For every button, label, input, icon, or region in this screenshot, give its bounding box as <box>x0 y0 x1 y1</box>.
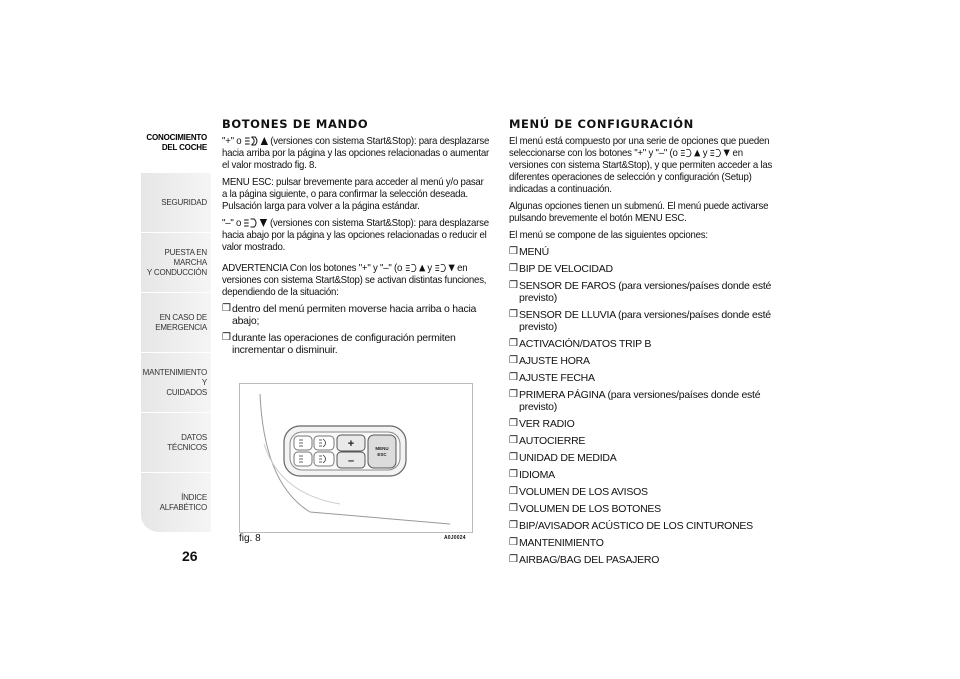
list-item <box>509 372 784 384</box>
paragraph-submenu: Algunas opciones tienen un submenú. El menú puede activarse pulsando brevemente el botón MENU ESC. <box>509 200 769 224</box>
list-item <box>509 263 784 275</box>
list-item-text: AJUSTE HORA <box>519 355 590 367</box>
checkbox-bullet-icon: ❒ <box>509 537 518 548</box>
section-title-menu: MENÚ DE CONFIGURACIÓN <box>509 117 694 131</box>
list-item-text: VER RADIO <box>519 418 575 430</box>
tab-puesta-en-marcha[interactable] <box>141 233 211 293</box>
checkbox-bullet-icon: ❒ <box>509 452 518 463</box>
list-item-text: SENSOR DE FAROS (para versiones/países donde esté previsto) <box>519 280 772 304</box>
tab-seguridad[interactable] <box>141 173 211 233</box>
checkbox-bullet-icon: ❒ <box>509 520 518 531</box>
list-item-text: UNIDAD DE MEDIDA <box>519 452 617 464</box>
checkbox-bullet-icon: ❒ <box>509 435 518 446</box>
minus-button-label: – <box>347 455 355 467</box>
headlight-down-icon <box>434 263 454 273</box>
list-item <box>509 503 784 515</box>
tab-label: DATOS TÉCNICOS <box>167 432 207 452</box>
list-item-text: PRIMERA PÁGINA (para versiones/países donde esté previsto) <box>519 389 761 413</box>
tab-label: SEGURIDAD <box>161 197 207 207</box>
list-item-text: BIP DE VELOCIDAD <box>519 263 613 275</box>
checkbox-bullet-icon: ❒ <box>509 309 518 320</box>
tab-label: ÍNDICE ALFABÉTICO <box>159 492 207 512</box>
tab-en-caso-de-emergencia[interactable] <box>141 293 211 353</box>
text: (versiones con sistema Start&Stop): para desplazarse hacia arriba por la página y las opciones relacionadas o aumentar el valor mostrado fig. 8. <box>222 135 490 171</box>
checkbox-bullet-icon: ❒ <box>222 303 231 314</box>
list-item <box>509 469 784 481</box>
plus-button-label: + <box>347 438 355 450</box>
headlight-up-icon <box>244 136 268 146</box>
headlight-down-icon <box>710 148 730 158</box>
list-item-text: IDIOMA <box>519 469 555 481</box>
list-item-text: dentro del menú permiten moverse hacia arriba o hacia abajo; <box>232 303 477 327</box>
text: El menú está compuesto por una serie de opciones que pueden seleccionarse con los botones "+" y "–" (o <box>509 135 770 159</box>
tab-conocimiento-del-coche[interactable] <box>141 113 211 173</box>
list-item-text: SENSOR DE LLUVIA (para versiones/países donde esté previsto) <box>519 309 771 333</box>
list-item-text: VOLUMEN DE LOS BOTONES <box>519 503 661 515</box>
list-item-text: AIRBAG/BAG DEL PASAJERO <box>519 554 660 566</box>
right-column <box>509 118 784 571</box>
list-item <box>509 520 784 532</box>
text: y <box>424 262 435 274</box>
list-item <box>509 309 784 333</box>
section-title-botones: BOTONES DE MANDO <box>222 117 369 131</box>
list-item <box>222 332 492 356</box>
list-item <box>509 554 784 566</box>
list-item-text: ACTIVACIÓN/DATOS TRIP B <box>519 338 652 350</box>
list-item <box>509 435 784 447</box>
list-item-text: AJUSTE FECHA <box>519 372 595 384</box>
list-item <box>509 246 784 258</box>
checkbox-bullet-icon: ❒ <box>509 263 518 274</box>
list-item-text: AUTOCIERRE <box>519 435 586 447</box>
headlight-down-icon <box>244 218 268 228</box>
headlight-up-icon <box>680 148 700 158</box>
figure-steering-controls <box>239 383 473 533</box>
paragraph-options-intro: El menú se compone de las siguientes opciones: <box>509 229 708 241</box>
menu-esc-label-2: ESC <box>377 452 387 457</box>
paragraph-menu-esc: MENU ESC: pulsar brevemente para acceder al menú y/o pasar a la página siguiente, o para confirmar la selección deseada. Pulsación larga para volver a la página estándar. <box>222 176 484 212</box>
checkbox-bullet-icon: ❒ <box>509 503 518 514</box>
checkbox-bullet-icon: ❒ <box>509 338 518 349</box>
chapter-sidebar <box>141 113 211 533</box>
checkbox-bullet-icon: ❒ <box>509 418 518 429</box>
text: y <box>700 147 710 159</box>
checkbox-bullet-icon: ❒ <box>509 246 518 257</box>
menu-esc-label: MENU <box>375 446 389 451</box>
text: ADVERTENCIA Con los botones "+" y "–" (o <box>222 262 405 274</box>
checkbox-bullet-icon: ❒ <box>509 469 518 480</box>
paragraph-minus <box>222 217 490 253</box>
tab-label: PUESTA EN MARCHA Y CONDUCCIÓN <box>146 247 207 277</box>
list-item <box>509 280 784 304</box>
list-item <box>509 486 784 498</box>
text: en versiones con sistema Start&Stop) se activan distintas funciones, dependiendo de la situación: <box>222 262 487 298</box>
list-item <box>509 338 784 350</box>
paragraph-menu-intro <box>509 135 782 195</box>
page-number: 26 <box>182 548 198 564</box>
checkbox-bullet-icon: ❒ <box>509 372 518 383</box>
tab-mantenimiento[interactable] <box>141 353 211 413</box>
headlight-up-icon <box>405 263 425 273</box>
list-item-text: MENÚ <box>519 246 549 258</box>
checkbox-bullet-icon: ❒ <box>509 554 518 565</box>
tab-label: EN CASO DE EMERGENCIA <box>155 312 207 332</box>
checkbox-bullet-icon: ❒ <box>509 355 518 366</box>
list-item <box>509 355 784 367</box>
list-item-text: VOLUMEN DE LOS AVISOS <box>519 486 648 498</box>
left-column <box>222 118 492 361</box>
checkbox-bullet-icon: ❒ <box>509 486 518 497</box>
text: (versiones con sistema Start&Stop): para desplazarse hacia abajo por la página y las opciones relacionadas o reducir el valor mostrado. <box>222 217 489 253</box>
text: "+" o <box>222 135 244 147</box>
list-item-text: MANTENIMIENTO <box>519 537 604 549</box>
paragraph-plus <box>222 135 490 171</box>
tab-label: CONOCIMIENTO DEL COCHE <box>146 132 207 152</box>
list-item <box>509 418 784 430</box>
figure-code: A0J0024 <box>444 535 466 541</box>
checkbox-bullet-icon: ❒ <box>509 389 518 400</box>
list-item-text: durante las operaciones de configuración permiten incrementar o disminuir. <box>232 332 456 356</box>
list-item <box>509 389 784 413</box>
figure-caption: fig. 8 <box>239 533 261 544</box>
paragraph-advertencia <box>222 262 490 298</box>
menu-options-list <box>509 246 784 566</box>
text: "–" o <box>222 217 244 229</box>
list-item <box>222 303 492 327</box>
list-item <box>509 537 784 549</box>
steering-controls-illustration <box>240 384 472 532</box>
list-item-text: BIP/AVISADOR ACÚSTICO DE LOS CINTURONES <box>519 520 753 532</box>
tab-label: MANTENIMIENTO Y CUIDADOS <box>142 367 207 397</box>
checkbox-bullet-icon: ❒ <box>509 280 518 291</box>
list-item <box>509 452 784 464</box>
checkbox-bullet-icon: ❒ <box>222 332 231 343</box>
tab-datos-tecnicos[interactable] <box>141 413 211 473</box>
tab-indice-alfabetico[interactable] <box>141 473 211 533</box>
text: en versiones con sistema Start&Stop), y que permiten acceder a las diferentes operaciones de selección y configuración (Setup) indicadas a continuación. <box>509 147 773 195</box>
